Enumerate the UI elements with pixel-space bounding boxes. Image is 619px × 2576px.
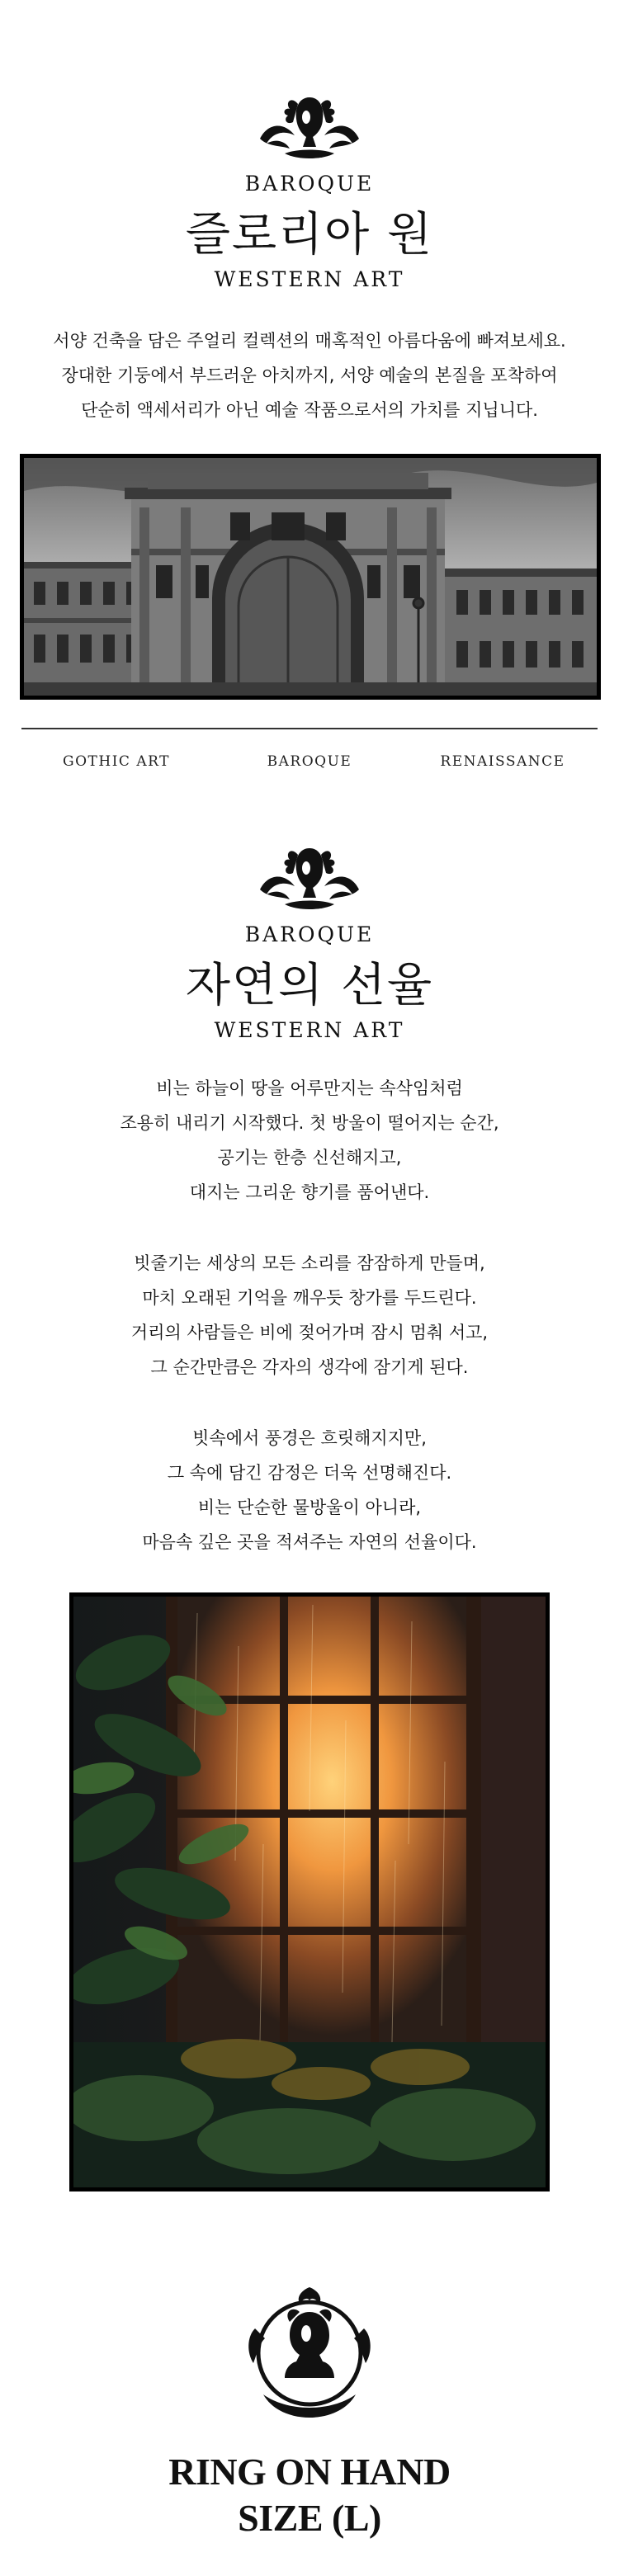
medallion-logo-icon bbox=[239, 2279, 380, 2424]
baroque-crest-icon bbox=[252, 89, 367, 162]
section-divider bbox=[21, 728, 598, 729]
poem-line: 조용히 내리기 시작했다. 첫 방울이 떨어지는 순간, bbox=[120, 1113, 499, 1133]
section2-title: 자연의 선율 bbox=[185, 959, 434, 1012]
section1-line: 단순히 액세서리가 아닌 예술 작품으로서의 가치를 지닙니다. bbox=[81, 400, 538, 420]
category-tabs bbox=[21, 753, 598, 770]
section2-poem bbox=[0, 1071, 619, 1559]
window-painting bbox=[69, 1592, 550, 2191]
product-title bbox=[0, 2449, 619, 2541]
tab-renaissance[interactable]: RENAISSANCE bbox=[440, 753, 565, 770]
section1-line: 장대한 기둥에서 부드러운 아치까지, 서양 예술의 본질을 포착하여 bbox=[61, 366, 558, 385]
product-title-line1: RING ON HAND bbox=[168, 2451, 451, 2493]
poem-line: 그 속에 담긴 감정은 더욱 선명해진다. bbox=[167, 1463, 452, 1483]
poem-line: 빗줄기는 세상의 모든 소리를 잠잠하게 만들며, bbox=[134, 1253, 485, 1273]
tab-baroque[interactable]: BAROQUE bbox=[267, 753, 352, 770]
section1-title: 즐로리아 원 bbox=[185, 208, 434, 262]
poem-line: 빗속에서 풍경은 흐릿해지지만, bbox=[192, 1428, 427, 1448]
section1-eyebrow: BAROQUE bbox=[244, 172, 375, 196]
poem-line: 거리의 사람들은 비에 젖어가며 잠시 멈춰 서고, bbox=[130, 1323, 489, 1342]
architecture-illustration bbox=[24, 458, 597, 696]
section2-subtitle: WESTERN ART bbox=[214, 1018, 405, 1042]
poem-line: 대지는 그리운 향기를 품어낸다. bbox=[189, 1182, 430, 1202]
poem-line: 비는 하늘이 땅을 어루만지는 속삭임처럼 bbox=[156, 1078, 463, 1098]
rainy-window-illustration bbox=[73, 1597, 546, 2187]
section1-paragraph bbox=[0, 323, 619, 427]
section2-eyebrow: BAROQUE bbox=[244, 922, 375, 946]
architecture-photo bbox=[20, 454, 601, 700]
poem-line: 그 순간만큼은 각자의 생각에 잠기게 된다. bbox=[150, 1357, 469, 1377]
poem-line: 마음속 깊은 곳을 적셔주는 자연의 선율이다. bbox=[142, 1532, 477, 1552]
poem-line: 마치 오래된 기억을 깨우듯 창가를 두드린다. bbox=[142, 1288, 477, 1308]
poem-line: 공기는 한층 신선해지고, bbox=[217, 1148, 402, 1168]
poem-line: 비는 단순한 물방울이 아니라, bbox=[197, 1498, 422, 1517]
tab-gothic-art[interactable]: GOTHIC ART bbox=[63, 753, 170, 770]
baroque-crest-icon bbox=[252, 840, 367, 913]
product-title-line2: SIZE (L) bbox=[238, 2497, 381, 2539]
section1-line: 서양 건축을 담은 주얼리 컬렉션의 매혹적인 아름다움에 빠져보세요. bbox=[53, 331, 566, 351]
section1-subtitle: WESTERN ART bbox=[214, 267, 405, 291]
